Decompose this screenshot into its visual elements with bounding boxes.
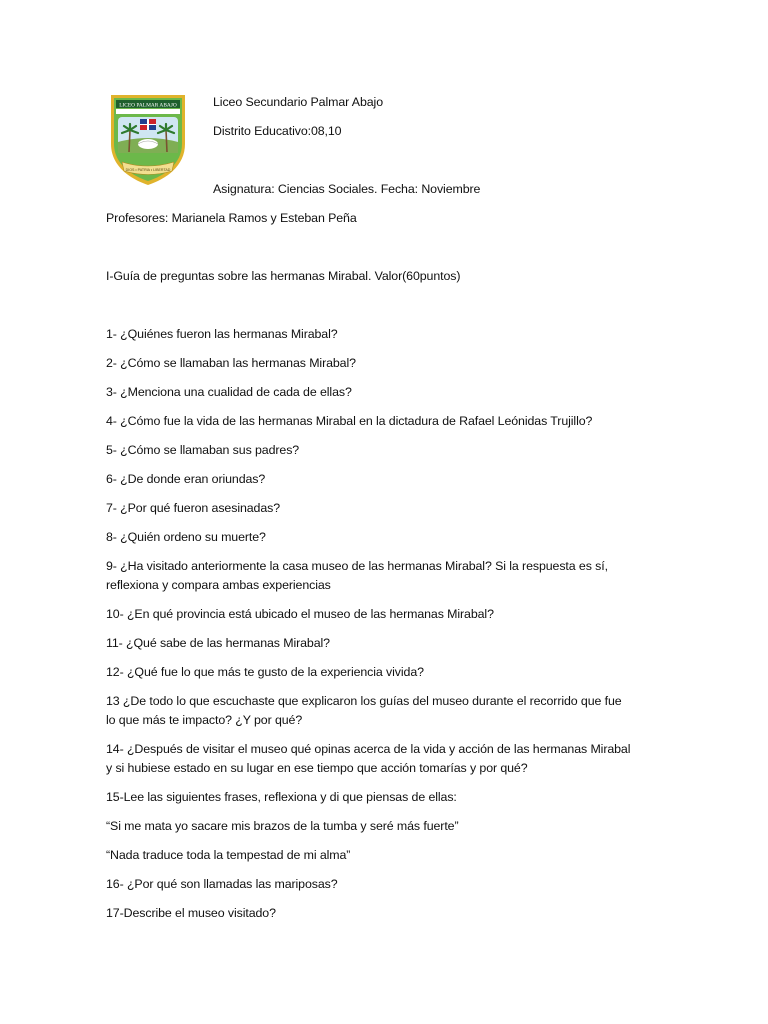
question-7: 7- ¿Por qué fueron asesinadas? (106, 501, 281, 515)
question-16: 16- ¿Por qué son llamadas las mariposas? (106, 877, 338, 891)
school-logo-shield (108, 92, 188, 188)
question-3: 3- ¿Menciona una cualidad de cada de ellas? (106, 385, 352, 399)
book-icon (138, 139, 158, 149)
question-8: 8- ¿Quién ordeno su muerte? (106, 530, 266, 544)
school-name: Liceo Secundario Palmar Abajo (213, 95, 383, 109)
question-6: 6- ¿De donde eran oriundas? (106, 472, 266, 486)
quote-1: “Si me mata yo sacare mis brazos de la tumba y seré más fuerte” (106, 819, 459, 833)
question-5: 5- ¿Cómo se llamaban sus padres? (106, 443, 300, 457)
question-15: 15-Lee las siguientes frases, reflexiona y di que piensas de ellas: (106, 790, 457, 804)
question-17: 17-Describe el museo visitado? (106, 906, 276, 920)
logo-text: LICEO PALMAR ABAJO (119, 102, 177, 109)
question-9-line-1: 9- ¿Ha visitado anteriormente la casa museo de las hermanas Mirabal? Si la respuesta es sí, (106, 559, 608, 573)
question-2: 2- ¿Cómo se llamaban las hermanas Mirabal? (106, 356, 356, 370)
question-1: 1- ¿Quiénes fueron las hermanas Mirabal? (106, 327, 338, 341)
dominican-flag-icon (140, 119, 156, 130)
question-13-line-1: 13 ¿De todo lo que escuchaste que explicaron los guías del museo durante el recorrido que fue (106, 694, 622, 708)
question-10: 10- ¿En qué provincia está ubicado el museo de las hermanas Mirabal? (106, 607, 494, 621)
question-14-line-2: y si hubiese estado en su lugar en ese tiempo que acción tomarías y por qué? (106, 761, 528, 775)
question-14-line-1: 14- ¿Después de visitar el museo qué opinas acerca de la vida y acción de las hermanas Mirabal (106, 742, 631, 756)
section-title: I-Guía de preguntas sobre las hermanas Mirabal. Valor(60puntos) (106, 269, 461, 283)
question-4: 4- ¿Cómo fue la vida de las hermanas Mirabal en la dictadura de Rafael Leónidas Trujillo? (106, 414, 593, 428)
question-13-line-2: lo que más te impacto? ¿Y por qué? (106, 713, 303, 727)
quote-2: “Nada traduce toda la tempestad de mi alma” (106, 848, 351, 862)
district-label: Distrito Educativo:08,10 (213, 124, 342, 138)
question-11: 11- ¿Qué sabe de las hermanas Mirabal? (106, 636, 330, 650)
teachers-line: Profesores: Marianela Ramos y Esteban Peña (106, 211, 357, 225)
question-12: 12- ¿Qué fue lo que más te gusto de la experiencia vivida? (106, 665, 424, 679)
logo-ribbon-text: DIOS • PATRIA • LIBERTAD (125, 168, 171, 172)
subject-date-line: Asignatura: Ciencias Sociales. Fecha: Noviembre (213, 182, 481, 196)
question-9-line-2: reflexiona y compara ambas experiencias (106, 578, 331, 592)
